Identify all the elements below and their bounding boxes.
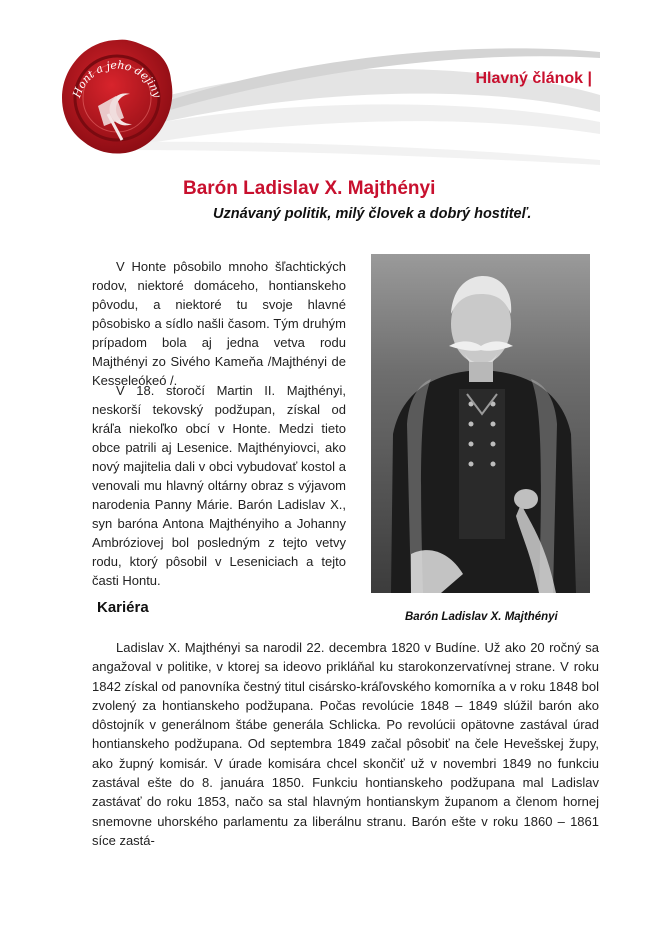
article-subtitle: Uznávaný politik, milý človek a dobrý hostiteľ. — [213, 206, 532, 222]
section-label: Hlavný článok | — [475, 70, 592, 87]
section-heading: Kariéra — [97, 599, 149, 616]
page-header — [0, 0, 660, 190]
career-paragraph — [92, 638, 599, 850]
seal-text: Hont a jeho dejiny — [70, 58, 164, 100]
paragraph-text: V 18. storočí Martin II. Majthényi, neskorší tekovský podžupan, získal od kráľa niekoľko obcí v Honte. Medzi tieto obce patrili aj Lesenice. Majthényiovci, ako nový majitelia dali v obci vybudovať kostol a venovali mu hlavný oltárny obraz s výjavom narodenia Panny Márie. Barón Ladislav X., syn baróna Antona Majthényiho a Johanny Ambróziovej bol posledným z tejto vetvy rodu, ktorý pôsobil v Leseniciach a tejto časti Hontu. — [92, 383, 346, 588]
article-title: Barón Ladislav X. Majthényi — [183, 178, 436, 199]
seal-logo — [58, 36, 176, 158]
intro-paragraph-2 — [92, 381, 346, 590]
portrait-image — [371, 254, 590, 593]
paragraph-text: Ladislav X. Majthényi sa narodil 22. decembra 1820 v Budíne. Už ako 20 ročný sa angažoval v politike, v ktorej sa ideovo prikláňal ku starokonzervatívnej strane. V roku 1842 získal od panovníka čestný titul cisársko-kráľovského komorníka a v roku 1848 bol zvolený za hontianskeho podžupana. Počas revolúcie 1848 – 1849 slúžil barón ako dôstojník v generálnom štábe generála Schlicka. Po revolúcii opätovne zastával úrad hontianskeho podžupana. Od septembra 1849 začal pôsobiť na čele Hevešskej župy, ako župný komisár. V úrade komisára chcel skončiť už v novembri 1849 no funkciu zastával ešte do 8. januára 1850. Funkciu hontianskeho podžupana mal Ladislav zastávať do roku 1853, načo sa stal hlavným hontianskym županom a členom hornej snemovne uhorského parlamentu za liberálnu stranu. Barón ešte v roku 1860 – 1861 síce zastá- — [92, 640, 599, 848]
photo-caption: Barón Ladislav X. Majthényi — [405, 611, 558, 623]
intro-paragraph-1 — [92, 257, 346, 390]
portrait-photo — [371, 254, 590, 593]
paragraph-text: V Honte pôsobilo mnoho šľachtických rodov, niektoré domáceho, hontianskeho pôvodu, a niektoré tu svoje hlavné pôsobisko a sídlo našli časom. Tým druhým prípadom bola aj jedna vetva rodu Majthényi zo Sivého Kameňa /Majthényi de Kesseleókeó /. — [92, 259, 346, 388]
